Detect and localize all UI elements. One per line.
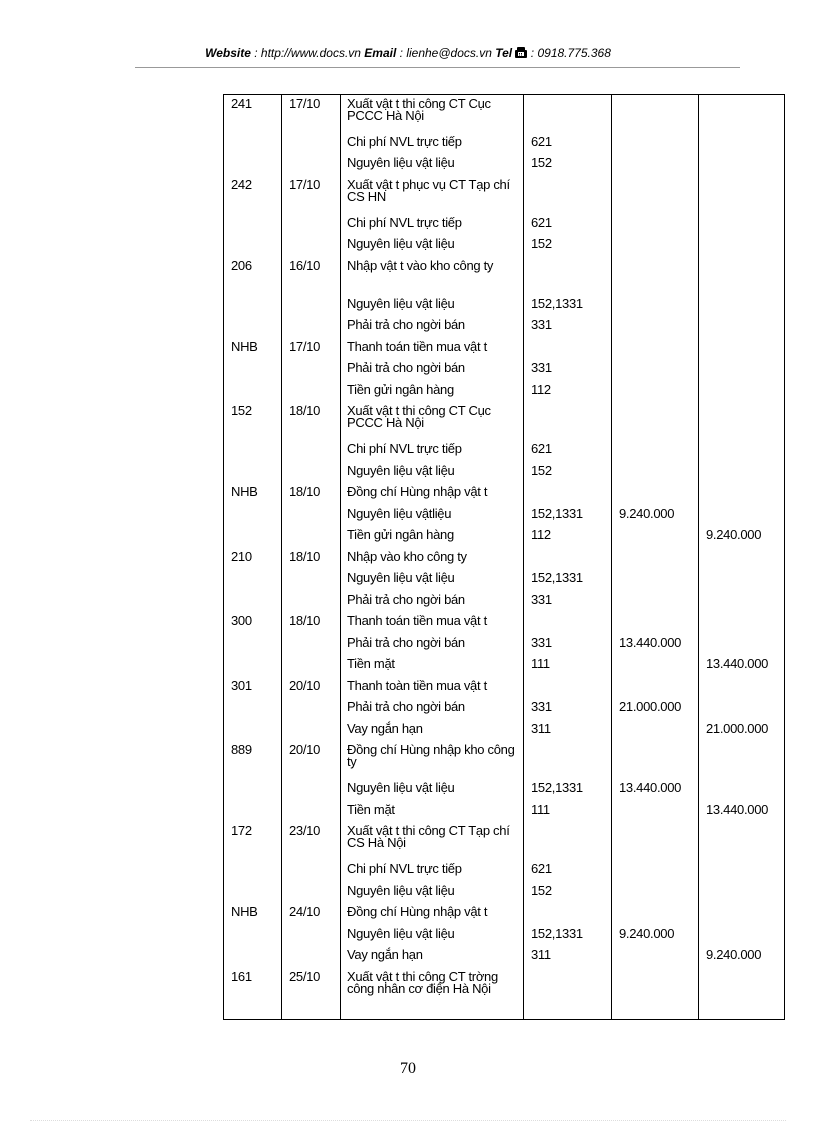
description: Thanh toán tiền mua vật t xyxy=(341,338,524,360)
voucher-number: 889 xyxy=(224,741,282,779)
table-row xyxy=(224,634,785,656)
voucher-date xyxy=(282,316,341,338)
voucher-number xyxy=(224,505,282,527)
voucher-number xyxy=(224,316,282,338)
debit-amount xyxy=(612,359,699,381)
voucher-number: 300 xyxy=(224,612,282,634)
voucher-number xyxy=(224,925,282,947)
table-row xyxy=(224,946,785,968)
credit-amount xyxy=(699,548,785,570)
credit-amount xyxy=(699,591,785,613)
debit-amount xyxy=(612,214,699,236)
table-row xyxy=(224,677,785,699)
table-row xyxy=(224,338,785,360)
description: Tiền gửi ngân hàng xyxy=(341,381,524,403)
credit-amount xyxy=(699,214,785,236)
voucher-number xyxy=(224,779,282,801)
voucher-number xyxy=(224,440,282,462)
voucher-date xyxy=(282,720,341,742)
table-row xyxy=(224,257,785,295)
voucher-number xyxy=(224,569,282,591)
table-row xyxy=(224,882,785,904)
description: Phải trả cho ngời bán xyxy=(341,591,524,613)
credit-amount xyxy=(699,634,785,656)
voucher-date xyxy=(282,860,341,882)
voucher-date: 23/10 xyxy=(282,822,341,860)
account-code xyxy=(524,903,612,925)
credit-amount xyxy=(699,462,785,484)
ledger-table xyxy=(223,94,785,1020)
account-code: 621 xyxy=(524,860,612,882)
account-code: 621 xyxy=(524,214,612,236)
description: Phải trả cho ngời bán xyxy=(341,634,524,656)
debit-amount xyxy=(612,440,699,462)
voucher-number xyxy=(224,591,282,613)
account-code: 331 xyxy=(524,591,612,613)
description: Đồng chí Hùng nhập vật t xyxy=(341,903,524,925)
voucher-date xyxy=(282,133,341,155)
account-code: 331 xyxy=(524,634,612,656)
account-code: 111 xyxy=(524,801,612,823)
credit-amount xyxy=(699,402,785,440)
debit-amount xyxy=(612,381,699,403)
debit-amount xyxy=(612,402,699,440)
table-row xyxy=(224,505,785,527)
table-row xyxy=(224,526,785,548)
account-code: 111 xyxy=(524,655,612,677)
voucher-number xyxy=(224,295,282,317)
debit-amount: 13.440.000 xyxy=(612,779,699,801)
table-row xyxy=(224,548,785,570)
description: Xuất vật t thi công CT trờng công nhân cơ điện Hà Nội xyxy=(341,968,524,1020)
table-row xyxy=(224,483,785,505)
account-code: 152 xyxy=(524,235,612,257)
voucher-date xyxy=(282,214,341,236)
voucher-date: 18/10 xyxy=(282,483,341,505)
account-code: 152,1331 xyxy=(524,779,612,801)
voucher-number xyxy=(224,133,282,155)
voucher-date: 20/10 xyxy=(282,677,341,699)
debit-amount xyxy=(612,462,699,484)
voucher-number: 206 xyxy=(224,257,282,295)
debit-amount xyxy=(612,677,699,699)
voucher-date: 18/10 xyxy=(282,402,341,440)
website-label: Website xyxy=(205,46,251,60)
credit-amount: 13.440.000 xyxy=(699,655,785,677)
credit-amount xyxy=(699,882,785,904)
voucher-number xyxy=(224,698,282,720)
debit-amount xyxy=(612,860,699,882)
debit-amount: 9.240.000 xyxy=(612,505,699,527)
description: Xuất vật t phục vụ CT Tạp chí CS HN xyxy=(341,176,524,214)
credit-amount xyxy=(699,359,785,381)
credit-amount: 21.000.000 xyxy=(699,720,785,742)
table-row xyxy=(224,968,785,1020)
description: Nguyên liệu vật liệu xyxy=(341,882,524,904)
tel-value: : 0918.775.368 xyxy=(527,46,611,60)
voucher-number xyxy=(224,214,282,236)
credit-amount xyxy=(699,569,785,591)
voucher-number: NHB xyxy=(224,338,282,360)
credit-amount xyxy=(699,95,785,133)
voucher-date xyxy=(282,381,341,403)
account-code xyxy=(524,968,612,1020)
voucher-number xyxy=(224,946,282,968)
voucher-date xyxy=(282,698,341,720)
credit-amount: 13.440.000 xyxy=(699,801,785,823)
credit-amount xyxy=(699,133,785,155)
voucher-number xyxy=(224,462,282,484)
account-code xyxy=(524,483,612,505)
table-row xyxy=(224,295,785,317)
description: Đồng chí Hùng nhập kho công ty xyxy=(341,741,524,779)
description: Thanh toàn tiền mua vật t xyxy=(341,677,524,699)
voucher-number xyxy=(224,154,282,176)
credit-amount xyxy=(699,257,785,295)
voucher-number: 152 xyxy=(224,402,282,440)
voucher-date: 18/10 xyxy=(282,612,341,634)
account-code: 152,1331 xyxy=(524,925,612,947)
description: Chi phí NVL trực tiếp xyxy=(341,860,524,882)
voucher-date xyxy=(282,779,341,801)
voucher-date: 25/10 xyxy=(282,968,341,1020)
voucher-date: 17/10 xyxy=(282,338,341,360)
voucher-number: NHB xyxy=(224,483,282,505)
voucher-date xyxy=(282,154,341,176)
voucher-date: 17/10 xyxy=(282,95,341,133)
voucher-date xyxy=(282,801,341,823)
debit-amount xyxy=(612,822,699,860)
table-row xyxy=(224,925,785,947)
table-row xyxy=(224,741,785,779)
voucher-number: 210 xyxy=(224,548,282,570)
debit-amount xyxy=(612,801,699,823)
description: Nguyên liệu vật liệu xyxy=(341,569,524,591)
table-row xyxy=(224,95,785,133)
description: Tiền mặt xyxy=(341,801,524,823)
description: Phải trả cho ngời bán xyxy=(341,698,524,720)
debit-amount xyxy=(612,483,699,505)
ledger-body xyxy=(224,95,785,1020)
voucher-date: 18/10 xyxy=(282,548,341,570)
table-row xyxy=(224,381,785,403)
debit-amount xyxy=(612,968,699,1020)
account-code: 152 xyxy=(524,462,612,484)
account-code xyxy=(524,402,612,440)
table-row xyxy=(224,698,785,720)
credit-amount: 9.240.000 xyxy=(699,526,785,548)
phone-icon xyxy=(515,47,527,61)
account-code: 621 xyxy=(524,133,612,155)
email-label: Email xyxy=(364,46,397,60)
voucher-number xyxy=(224,860,282,882)
voucher-date: 24/10 xyxy=(282,903,341,925)
footer-divider xyxy=(30,1120,786,1121)
debit-amount xyxy=(612,882,699,904)
description: Đồng chí Hùng nhập vật t xyxy=(341,483,524,505)
account-code: 152,1331 xyxy=(524,569,612,591)
voucher-number: 161 xyxy=(224,968,282,1020)
table-row xyxy=(224,779,785,801)
table-row xyxy=(224,801,785,823)
credit-amount xyxy=(699,483,785,505)
description: Chi phí NVL trực tiếp xyxy=(341,214,524,236)
table-row xyxy=(224,214,785,236)
debit-amount xyxy=(612,235,699,257)
table-row xyxy=(224,655,785,677)
header-divider xyxy=(135,67,740,68)
account-code xyxy=(524,548,612,570)
account-code xyxy=(524,741,612,779)
email-value: : lienhe@docs.vn xyxy=(396,46,496,60)
description: Nguyên liệu vật liệu xyxy=(341,779,524,801)
description: Chi phí NVL trực tiếp xyxy=(341,133,524,155)
debit-amount xyxy=(612,526,699,548)
voucher-date xyxy=(282,882,341,904)
voucher-date: 17/10 xyxy=(282,176,341,214)
debit-amount: 21.000.000 xyxy=(612,698,699,720)
description: Vay ngắn hạn xyxy=(341,946,524,968)
table-row xyxy=(224,235,785,257)
description: Nguyên liệu vật liệu xyxy=(341,154,524,176)
voucher-date xyxy=(282,634,341,656)
voucher-date xyxy=(282,235,341,257)
credit-amount xyxy=(699,698,785,720)
description: Nguyên liệu vật liệu xyxy=(341,235,524,257)
account-code: 331 xyxy=(524,698,612,720)
table-row xyxy=(224,176,785,214)
credit-amount xyxy=(699,612,785,634)
debit-amount xyxy=(612,591,699,613)
voucher-number xyxy=(224,720,282,742)
account-code: 152,1331 xyxy=(524,295,612,317)
description: Phải trả cho ngời bán xyxy=(341,316,524,338)
debit-amount xyxy=(612,655,699,677)
debit-amount xyxy=(612,946,699,968)
tel-label: Tel xyxy=(495,46,513,60)
voucher-date xyxy=(282,295,341,317)
page-number: 70 xyxy=(400,1060,416,1077)
account-code xyxy=(524,612,612,634)
page-header xyxy=(0,46,816,61)
debit-amount xyxy=(612,720,699,742)
table-row xyxy=(224,591,785,613)
voucher-date xyxy=(282,440,341,462)
table-row xyxy=(224,359,785,381)
credit-amount xyxy=(699,925,785,947)
account-code: 152 xyxy=(524,882,612,904)
debit-amount: 9.240.000 xyxy=(612,925,699,947)
description: Nhập vật t vào kho công ty xyxy=(341,257,524,295)
voucher-date xyxy=(282,505,341,527)
table-row xyxy=(224,720,785,742)
voucher-number xyxy=(224,882,282,904)
voucher-date xyxy=(282,526,341,548)
account-code: 112 xyxy=(524,526,612,548)
description: Nguyên liệu vật liệu xyxy=(341,295,524,317)
debit-amount xyxy=(612,154,699,176)
debit-amount xyxy=(612,569,699,591)
table-row xyxy=(224,133,785,155)
credit-amount xyxy=(699,440,785,462)
debit-amount xyxy=(612,741,699,779)
description: Nguyên liệu vậtliệu xyxy=(341,505,524,527)
credit-amount xyxy=(699,176,785,214)
voucher-date xyxy=(282,655,341,677)
voucher-number xyxy=(224,381,282,403)
description: Thanh toán tiền mua vật t xyxy=(341,612,524,634)
credit-amount xyxy=(699,235,785,257)
description: Vay ngắn hạn xyxy=(341,720,524,742)
account-code: 331 xyxy=(524,316,612,338)
voucher-number xyxy=(224,235,282,257)
credit-amount xyxy=(699,154,785,176)
voucher-number: 172 xyxy=(224,822,282,860)
description: Tiền gửi ngân hàng xyxy=(341,526,524,548)
voucher-number: 242 xyxy=(224,176,282,214)
debit-amount xyxy=(612,257,699,295)
voucher-date xyxy=(282,569,341,591)
account-code: 311 xyxy=(524,720,612,742)
description: Nguyên liệu vật liệu xyxy=(341,462,524,484)
description: Tiền mặt xyxy=(341,655,524,677)
account-code: 112 xyxy=(524,381,612,403)
account-code xyxy=(524,822,612,860)
table-row xyxy=(224,154,785,176)
debit-amount xyxy=(612,295,699,317)
voucher-number: 301 xyxy=(224,677,282,699)
account-code xyxy=(524,257,612,295)
table-row xyxy=(224,462,785,484)
description: Xuất vật t thi công CT Tạp chí CS Hà Nội xyxy=(341,822,524,860)
table-row xyxy=(224,316,785,338)
voucher-date xyxy=(282,946,341,968)
voucher-number xyxy=(224,655,282,677)
account-code: 152 xyxy=(524,154,612,176)
credit-amount xyxy=(699,505,785,527)
table-row xyxy=(224,440,785,462)
description: Chi phí NVL trực tiếp xyxy=(341,440,524,462)
credit-amount xyxy=(699,903,785,925)
credit-amount xyxy=(699,968,785,1020)
debit-amount xyxy=(612,95,699,133)
credit-amount xyxy=(699,677,785,699)
credit-amount xyxy=(699,316,785,338)
table-row xyxy=(224,569,785,591)
account-code: 311 xyxy=(524,946,612,968)
account-code xyxy=(524,95,612,133)
voucher-date: 16/10 xyxy=(282,257,341,295)
voucher-date xyxy=(282,462,341,484)
credit-amount xyxy=(699,822,785,860)
credit-amount xyxy=(699,295,785,317)
account-code: 152,1331 xyxy=(524,505,612,527)
table-row xyxy=(224,822,785,860)
credit-amount xyxy=(699,338,785,360)
voucher-number xyxy=(224,801,282,823)
debit-amount xyxy=(612,548,699,570)
voucher-date: 20/10 xyxy=(282,741,341,779)
description: Xuất vật t thi công CT Cục PCCC Hà Nội xyxy=(341,402,524,440)
debit-amount xyxy=(612,338,699,360)
account-code: 621 xyxy=(524,440,612,462)
account-code xyxy=(524,677,612,699)
description: Phải trả cho ngời bán xyxy=(341,359,524,381)
credit-amount xyxy=(699,779,785,801)
voucher-number: NHB xyxy=(224,903,282,925)
description: Xuất vật t thi công CT Cục PCCC Hà Nội xyxy=(341,95,524,133)
credit-amount xyxy=(699,381,785,403)
table-row xyxy=(224,903,785,925)
voucher-date xyxy=(282,359,341,381)
account-code: 331 xyxy=(524,359,612,381)
debit-amount: 13.440.000 xyxy=(612,634,699,656)
voucher-date xyxy=(282,925,341,947)
voucher-number: 241 xyxy=(224,95,282,133)
account-code xyxy=(524,176,612,214)
description: Nhập vào kho công ty xyxy=(341,548,524,570)
table-row xyxy=(224,612,785,634)
debit-amount xyxy=(612,176,699,214)
voucher-number xyxy=(224,359,282,381)
table-row xyxy=(224,402,785,440)
website-value: : http://www.docs.vn xyxy=(250,46,365,60)
debit-amount xyxy=(612,316,699,338)
debit-amount xyxy=(612,133,699,155)
credit-amount: 9.240.000 xyxy=(699,946,785,968)
table-row xyxy=(224,860,785,882)
debit-amount xyxy=(612,903,699,925)
voucher-number xyxy=(224,526,282,548)
debit-amount xyxy=(612,612,699,634)
account-code xyxy=(524,338,612,360)
voucher-number xyxy=(224,634,282,656)
voucher-date xyxy=(282,591,341,613)
description: Nguyên liệu vật liệu xyxy=(341,925,524,947)
credit-amount xyxy=(699,741,785,779)
credit-amount xyxy=(699,860,785,882)
